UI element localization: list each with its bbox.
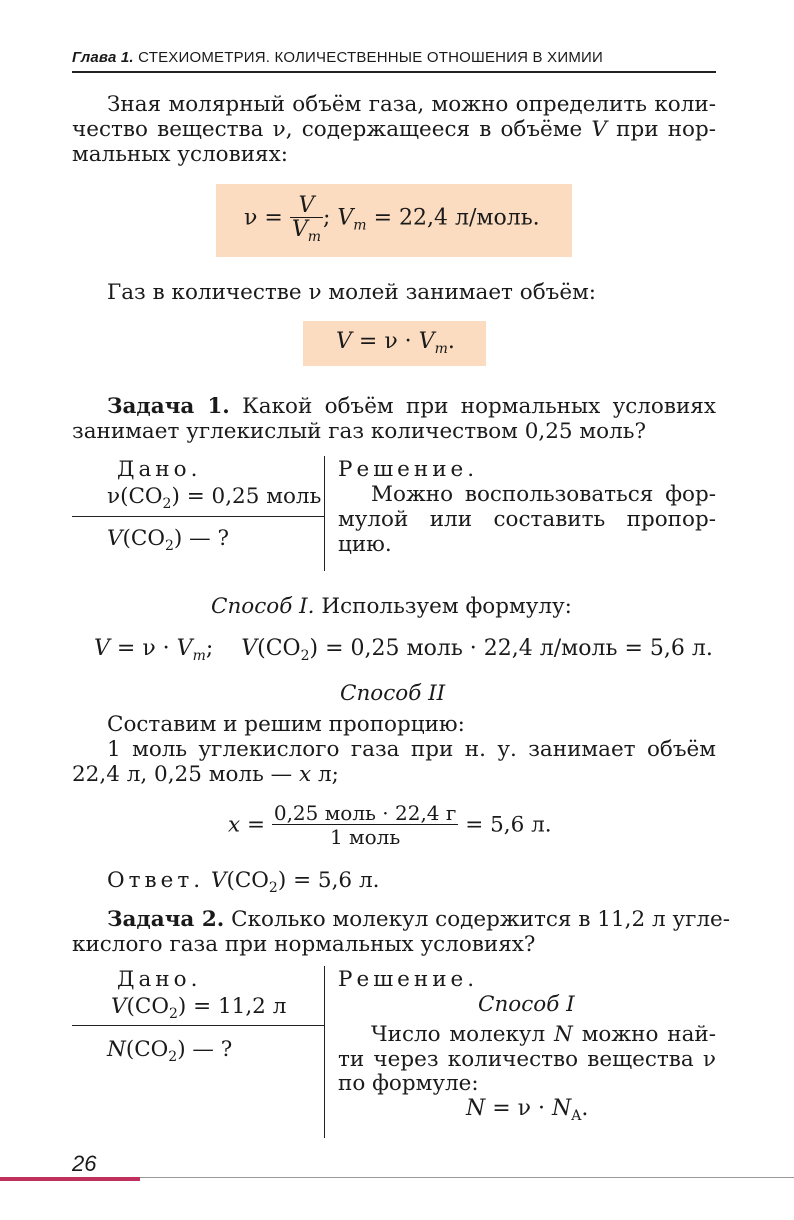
footer-accent-bar bbox=[0, 1177, 140, 1181]
method2-title: Способ II bbox=[340, 681, 446, 706]
answer-line: Ответ. $V(CO_2) = 5,6$ л. bbox=[107, 868, 380, 896]
task2-method-title: Способ I bbox=[478, 992, 575, 1017]
answer-label: Ответ. bbox=[107, 868, 205, 893]
footer-rule bbox=[140, 1177, 794, 1178]
gas-volume-text: Газ в количестве ν молей занимает объём: bbox=[107, 280, 597, 305]
task2-horizontal-rule bbox=[72, 1025, 324, 1026]
intro-line-3: мальных условиях: bbox=[72, 142, 288, 167]
task1-solution-line-2: мулой или составить пропор- bbox=[338, 507, 716, 532]
task2-label: Задача 2. bbox=[107, 907, 225, 932]
task1-given-value: $\nu(CO_2) = 0,25$ моль bbox=[107, 484, 322, 512]
header-rule bbox=[72, 71, 716, 73]
fraction-v-over-vm: $\frac{V}{V_m}$ bbox=[291, 193, 321, 245]
task1-solution-label: Решение. bbox=[338, 457, 479, 482]
intro-line-1: Зная молярный объём газа, можно определить коли- bbox=[107, 92, 716, 117]
intro-line-2: чество вещества ν, содержащееся в объёме V при нор- bbox=[72, 117, 716, 142]
task2-solution-line-3: по формуле: bbox=[338, 1071, 479, 1096]
task2-vertical-rule bbox=[324, 966, 325, 1138]
task1-solution-line-1: Можно воспользоваться фор- bbox=[371, 482, 716, 507]
method2-line-2: 1 моль углекислого газа при н. у. занимает объём bbox=[107, 737, 716, 762]
method2-line-1: Составим и решим пропорцию: bbox=[107, 712, 465, 737]
task2-given-label: Дано. bbox=[117, 967, 202, 992]
task2-find: $N(CO_2)$ — ? bbox=[107, 1037, 233, 1065]
page-number: 26 bbox=[72, 1151, 97, 1176]
method1-formula: $V = \nu \cdot V_m$; $V(CO_2) = 0,25$ моль · 22,4 л/моль = 5,6 л. bbox=[94, 636, 713, 664]
method2-line-3: 22,4 л, 0,25 моль — x л; bbox=[72, 762, 339, 787]
formula-molar-volume: ν = $\frac{V}{V_m}$ ; $V_m = 22,4$ л/моль. bbox=[244, 193, 540, 245]
task1-line-2: занимает углекислый газ количеством 0,25 моль? bbox=[72, 419, 646, 444]
task1-line-1: Задача 1. Какой объём при нормальных условиях bbox=[107, 394, 716, 419]
task1-horizontal-rule bbox=[72, 516, 324, 517]
proportion-fraction: $\frac{\text{0,25 моль · 22,4 г}}{\text{1 моль}}$ bbox=[273, 801, 457, 849]
task2-solution-label: Решение. bbox=[338, 967, 479, 992]
task1-label: Задача 1. bbox=[107, 394, 230, 419]
task1-given-label: Дано. bbox=[117, 457, 202, 482]
task2-line-1: Задача 2. Сколько молекул содержится в 11,2 л угле- bbox=[107, 907, 731, 932]
formula-volume: $V = \nu \cdot V_m$. bbox=[336, 329, 455, 357]
running-header bbox=[72, 49, 603, 66]
task2-given-value: $V(CO_2) = 11,2$ л bbox=[111, 994, 287, 1022]
method1-title: Способ I. Используем формулу: bbox=[211, 594, 572, 619]
task2-formula: $N = \nu \cdot N_A$. bbox=[466, 1096, 589, 1124]
task1-solution-line-3: цию. bbox=[338, 532, 392, 557]
task1-find: $V(CO_2)$ — ? bbox=[107, 526, 230, 554]
task2-line-2: кислого газа при нормальных условиях? bbox=[72, 932, 536, 957]
task2-solution-line-2: ти через количество вещества ν bbox=[338, 1047, 716, 1072]
task1-vertical-rule bbox=[324, 456, 325, 571]
chapter-title: СТЕХИОМЕТРИЯ. КОЛИЧЕСТВЕННЫЕ ОТНОШЕНИЯ В ХИМИИ bbox=[138, 49, 603, 66]
task2-solution-line-1: Число молекул N можно най- bbox=[371, 1022, 716, 1047]
method2-proportion: x = $\frac{\text{0,25 моль · 22,4 г}}{\text{1 моль}}$ = 5,6 л. bbox=[228, 801, 552, 849]
chapter-label: Глава 1. bbox=[72, 49, 134, 66]
